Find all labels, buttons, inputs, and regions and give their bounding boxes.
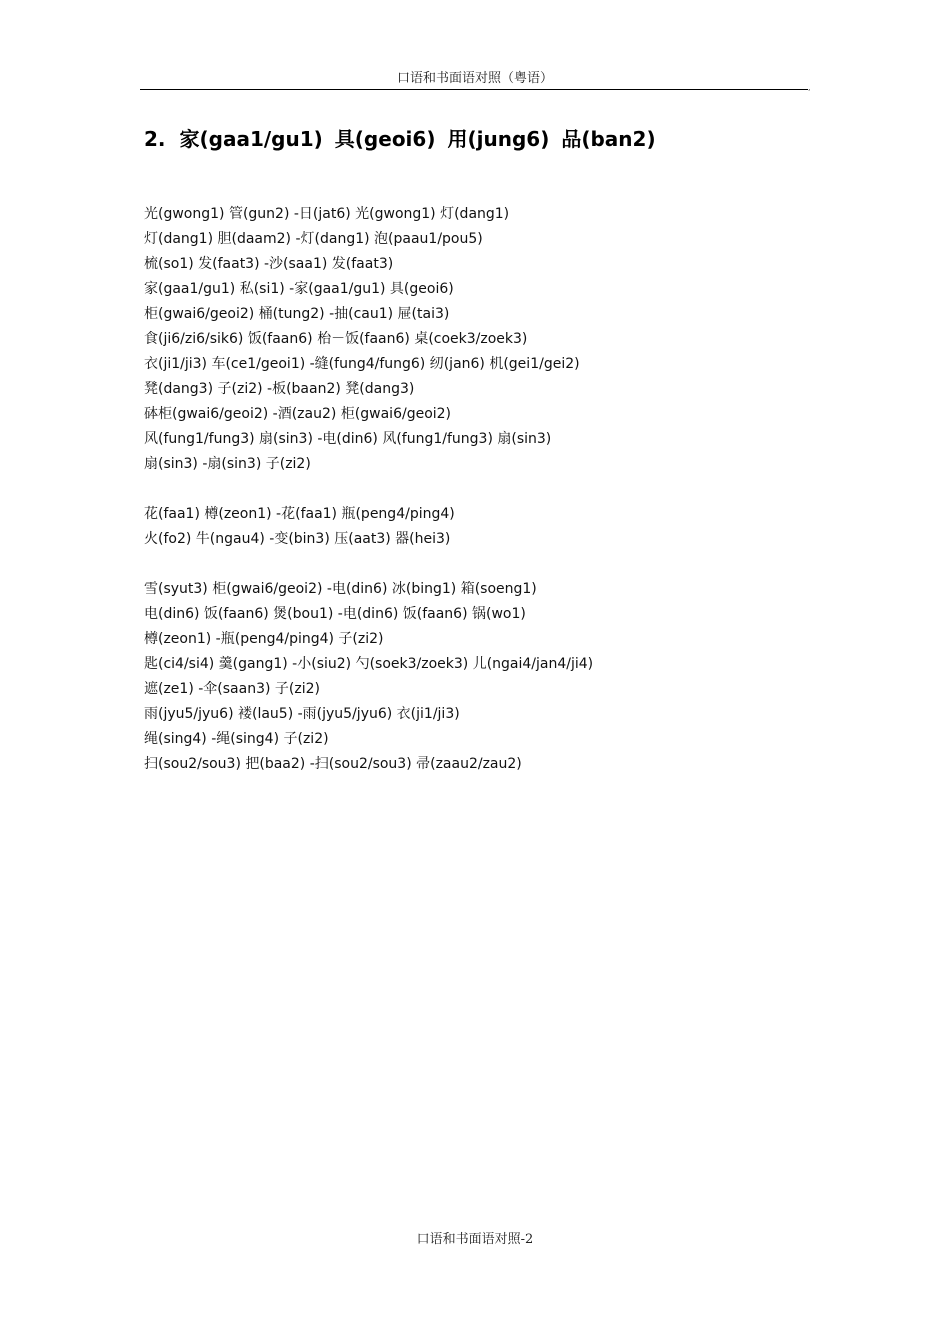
vocabulary-line: 花(faa1) 樽(zeon1) -花(faa1) 瓶(peng4/ping4) [144, 506, 455, 522]
header-rule [140, 89, 808, 90]
vocabulary-line: 扫(sou2/sou3) 把(baa2) -扫(sou2/sou3) 帚(zaau2/zau2) [144, 756, 522, 772]
vocabulary-line: 遮(ze1) -伞(saan3) 子(zi2) [144, 681, 320, 697]
vocabulary-line: 匙(ci4/si4) 羹(gang1) -小(siu2) 勺(soek3/zoek3) 儿(ngai4/jan4/ji4) [144, 656, 594, 672]
vocabulary-line: 梳(so1) 发(faat3) -沙(saa1) 发(faat3) [144, 256, 394, 272]
section-term: 具(geoi6) [334, 127, 436, 151]
vocabulary-line: 家(gaa1/gu1) 私(si1) -家(gaa1/gu1) 具(geoi6) [144, 281, 454, 297]
vocabulary-line: 绳(sing4) -绳(sing4) 子(zi2) [144, 731, 329, 747]
header-tick: , [808, 83, 811, 92]
vocabulary-line: 雪(syut3) 柜(gwai6/geoi2) -电(din6) 冰(bing1) 箱(soeng1) [144, 581, 537, 597]
section-title [144, 123, 668, 155]
page-footer: 口语和书面语对照-2 [416, 1232, 534, 1247]
vocabulary-list [144, 202, 804, 802]
vocabulary-line: 凳(dang3) 子(zi2) -板(baan2) 凳(dang3) [144, 381, 415, 397]
vocabulary-line: 风(fung1/fung3) 扇(sin3) -电(din6) 风(fung1/fung3) 扇(sin3) [144, 431, 552, 447]
vocabulary-line: 柜(gwai6/geoi2) 桶(tung2) -抽(cau1) 屉(tai3) [144, 306, 450, 322]
vocabulary-line: 砵柜(gwai6/geoi2) -酒(zau2) 柜(gwai6/geoi2) [144, 406, 452, 422]
vocabulary-group [144, 577, 804, 777]
vocabulary-line: 食(ji6/zi6/sik6) 饭(faan6) 枱－饭(faan6) 桌(coek3/zoek3) [144, 331, 528, 347]
page-header: 口语和书面语对照（粤语） [396, 71, 553, 86]
vocabulary-group [144, 202, 804, 477]
section-number: 2. [144, 127, 166, 151]
vocabulary-line: 扇(sin3) -扇(sin3) 子(zi2) [144, 456, 311, 472]
vocabulary-group [144, 502, 804, 552]
vocabulary-line: 灯(dang1) 胆(daam2) -灯(dang1) 泡(paau1/pou5) [144, 231, 483, 247]
vocabulary-line: 火(fo2) 牛(ngau4) -变(bin3) 压(aat3) 器(hei3) [144, 531, 451, 547]
vocabulary-line: 电(din6) 饭(faan6) 煲(bou1) -电(din6) 饭(faan6) 锅(wo1) [144, 606, 526, 622]
vocabulary-line: 雨(jyu5/jyu6) 褛(lau5) -雨(jyu5/jyu6) 衣(ji1/ji3) [144, 706, 460, 722]
vocabulary-line: 衣(ji1/ji3) 车(ce1/geoi1) -缝(fung4/fung6) 纫(jan6) 机(gei1/gei2) [144, 356, 580, 372]
vocabulary-line: 光(gwong1) 管(gun2) -日(jat6) 光(gwong1) 灯(dang1) [144, 206, 510, 222]
section-term: 家(gaa1/gu1) [179, 127, 323, 151]
section-term: 用(jung6) [447, 127, 550, 151]
section-term: 品(ban2) [561, 127, 656, 151]
vocabulary-line: 樽(zeon1) -瓶(peng4/ping4) 子(zi2) [144, 631, 384, 647]
